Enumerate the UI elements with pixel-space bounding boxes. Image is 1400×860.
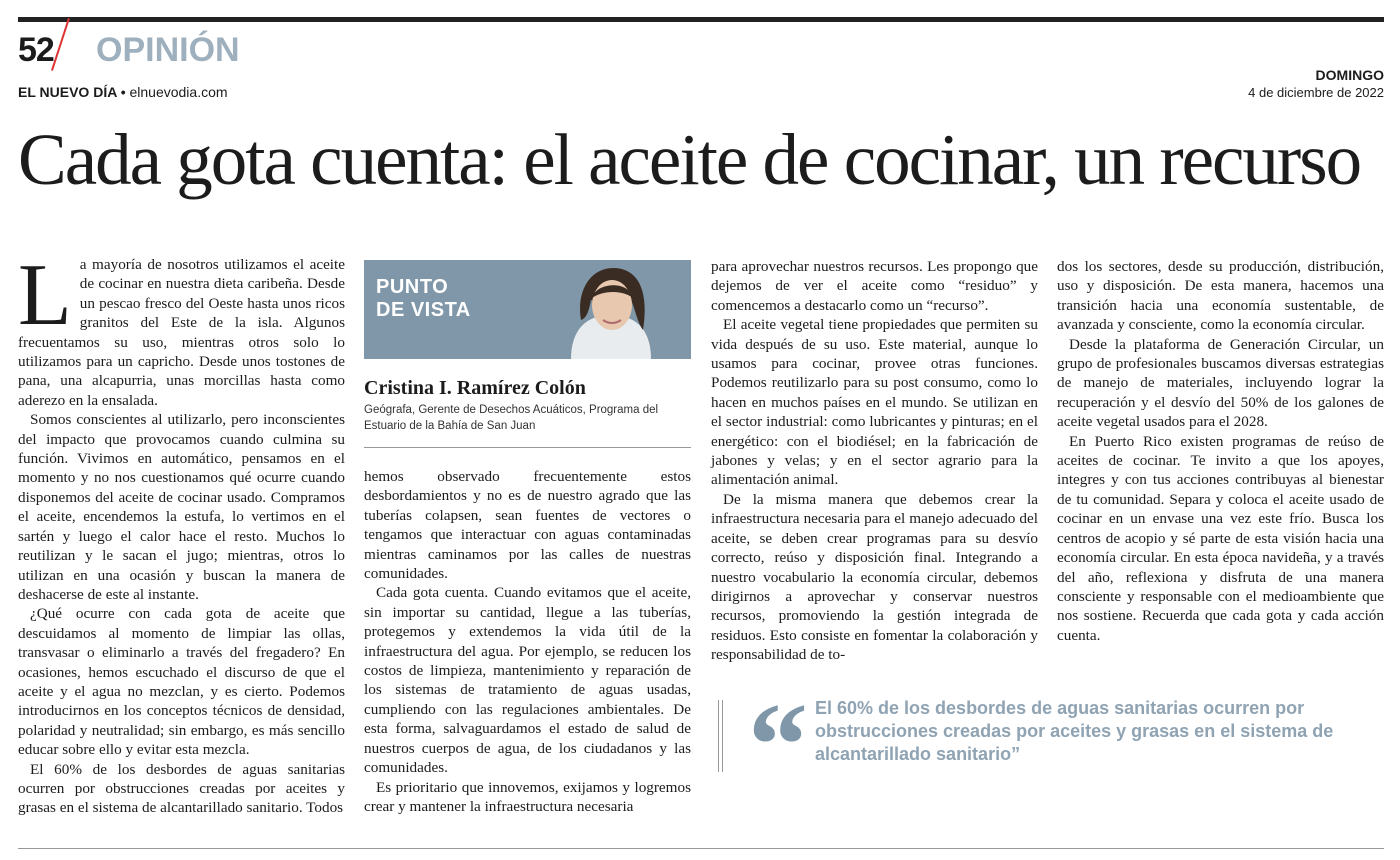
brand-line [18, 84, 228, 100]
brand-name: EL NUEVO DÍA [18, 84, 117, 100]
author-name: Cristina I. Ramírez Colón [364, 377, 586, 399]
drop-cap: L [18, 247, 72, 344]
section-title: OPINIÓN [96, 31, 240, 69]
article-paragraph: El 60% de los desbordes de aguas sanitarias ocurren por obstrucciones creadas por aceites y grasas en el sistema de alcantarillado sanitario. Todos [18, 760, 345, 817]
publication-day: DOMINGO [1315, 67, 1384, 83]
quote-mark-icon: “ [748, 678, 808, 811]
article-paragraph: dos los sectores, desde su producción, distribución, uso y disposición. De esta manera, hacemos una transición hacia una economía sustentable, de avanzada y consciente, como la economía circular. [1057, 258, 1384, 334]
top-rule [18, 17, 1384, 22]
article-column-2 [364, 467, 691, 816]
article-paragraph: Es prioritario que innovemos, exijamos y logremos crear y mantener la infraestructura necesaria [364, 778, 691, 815]
article-paragraph: hemos observado frecuentemente estos desbordamientos y no es de nuestro agrado que las tuberías colapsen, sean fuentes de vectores o tengamos que interactuar con aguas contaminadas mientras caminamos por las calles de nuestras comunidades. [364, 468, 691, 583]
article-paragraph: Desde la plataforma de Generación Circular, un grupo de profesionales buscamos diversas estrategias de manejo de materiales, incluyendo lograr la recuperación y el desvío del 50% de los galones de aceite vegetal usados para el 2028. [1057, 335, 1384, 431]
article-paragraph: ¿Qué ocurre con cada gota de aceite que descuidamos al momento de limpiar las ollas, transvasar o eliminarlo a través del fregadero? En ocasiones, hemos escuchado el discurso de que el aceite y el agua no mezclan, y es cierto. Podemos introducirnos en los conceptos técnicos de densidad, polaridad y neutralidad; sin embargo, es más sencillo educar sobre ello y evitar esta mezcla. [18, 605, 345, 759]
pull-quote: El 60% de los desbordes de aguas sanitarias ocurren por obstrucciones creadas por aceites y grasas en el sistema de alcantarillado sanitario” [815, 698, 1334, 764]
article-paragraph: En Puerto Rico existen programas de reúso de aceites de cocinar. Te invito a que los apoyes, integres y con tus acciones contribuyas al bienestar de tu comunidad. Separa y coloca el aceite usado de cocinar en un envase una vez este frío. Busca los centros de acopio y sé parte de esta visión hacia una economía circular. En esta época navideña, y a través del año, reflexiona y disfruta de una manera consciente y responsable con el medioambiente que nos sostiene. Recuerda que cada gota y cada acción cuenta. [1057, 432, 1384, 644]
article-paragraph: Somos conscientes al utilizarlo, pero inconscientes del impacto que provocamos cuando culmina su función. Vivimos en automático, pensamos en el momento y no nos cuestionamos qué ocurre cuando disponemos del aceite de cocinar usado. Compramos el aceite, encendemos la estufa, lo vertimos en el sartén y luego el calor hace el resto. Muchos lo reutilizan y le sacan el jugo; mientras, otros lo utilizan en una ocasión y buscan la manera de deshacerse de este al instante. [18, 411, 345, 603]
punto-de-vista-label: PUNTO DE VISTA [376, 276, 471, 321]
pull-quote-rule [718, 700, 719, 772]
article-paragraph: El aceite vegetal tiene propiedades que permiten su vida después de su uso. Este material, aunque lo usamos para cocinar, provee otras funciones. Podemos reutilizarlo para su post consumo, como lo hacen en muchos países en el mundo. Se utilizan en el sector industrial: como lubricantes y pinturas; en el energético: con el biodiésel; en la fabricación de jabones y velas; y en el sector agrario para la alimentación animal. [711, 316, 1038, 489]
author-role: Geógrafa, Gerente de Desechos Acuáticos, Programa del Estuario de la Bahía de San Juan [364, 404, 659, 432]
article-column-4 [1057, 257, 1384, 645]
page-number: 52 [18, 31, 54, 69]
article-paragraph: De la misma manera que debemos crear la infraestructura necesaria para el manejo adecuado del aceite, se deben crear programas para su desvío correcto, reúso y disposición final. Integrando a nuestro vocabulario la economía circular, debemos dirigirnos a aprovechar y conservar nuestros recursos, promoviendo la gestión integrada de residuos. Esto consiste en fomentar la colaboración y responsabilidad de to- [711, 490, 1038, 664]
punto-de-vista-banner [364, 260, 691, 359]
publication-date: 4 de diciembre de 2022 [1248, 85, 1384, 100]
brand-website[interactable]: elnuevodia.com [129, 84, 228, 100]
article-column-3 [711, 257, 1038, 665]
pull-quote-rule [722, 700, 723, 772]
author-divider [364, 447, 691, 448]
article-column-1 [18, 247, 345, 818]
headline: Cada gota cuenta: el aceite de cocinar, un recurso [18, 119, 1361, 200]
bottom-rule [18, 848, 1384, 849]
article-paragraph: Cada gota cuenta. Cuando evitamos que el aceite, sin importar su cantidad, llegue a las tuberías, protegemos y extendemos la vida útil de la infraestructura del agua. Por ejemplo, se reducen los costos de limpieza, mantenimiento y reparación de los sistemas de tratamiento de aguas usadas, cumpliendo con las regulaciones ambientales. De esta forma, salvaguardamos el estado de salud de nuestros cuerpos de agua, de los ciudadanos y las comunidades. [364, 584, 691, 777]
article-paragraph: para aprovechar nuestros recursos. Les propongo que dejemos de ver el aceite como “residuo” y comencemos a destacarlo como un “recurso”. [711, 258, 1038, 314]
brand-bullet: • [120, 84, 130, 100]
article-paragraph: La mayoría de nosotros utilizamos el aceite de cocinar en nuestra dieta caribeña. Desde un pescao fresco del Oeste hasta unos ricos granitos del Este de la isla. Algunos frecuentamos su uso, mientras otros solo lo utilizamos para un capricho. Desde unos tostones de pana, una alcapurria, unas morcillas hasta como aderezo en la ensalada. [18, 247, 345, 409]
author-portrait [551, 260, 671, 359]
